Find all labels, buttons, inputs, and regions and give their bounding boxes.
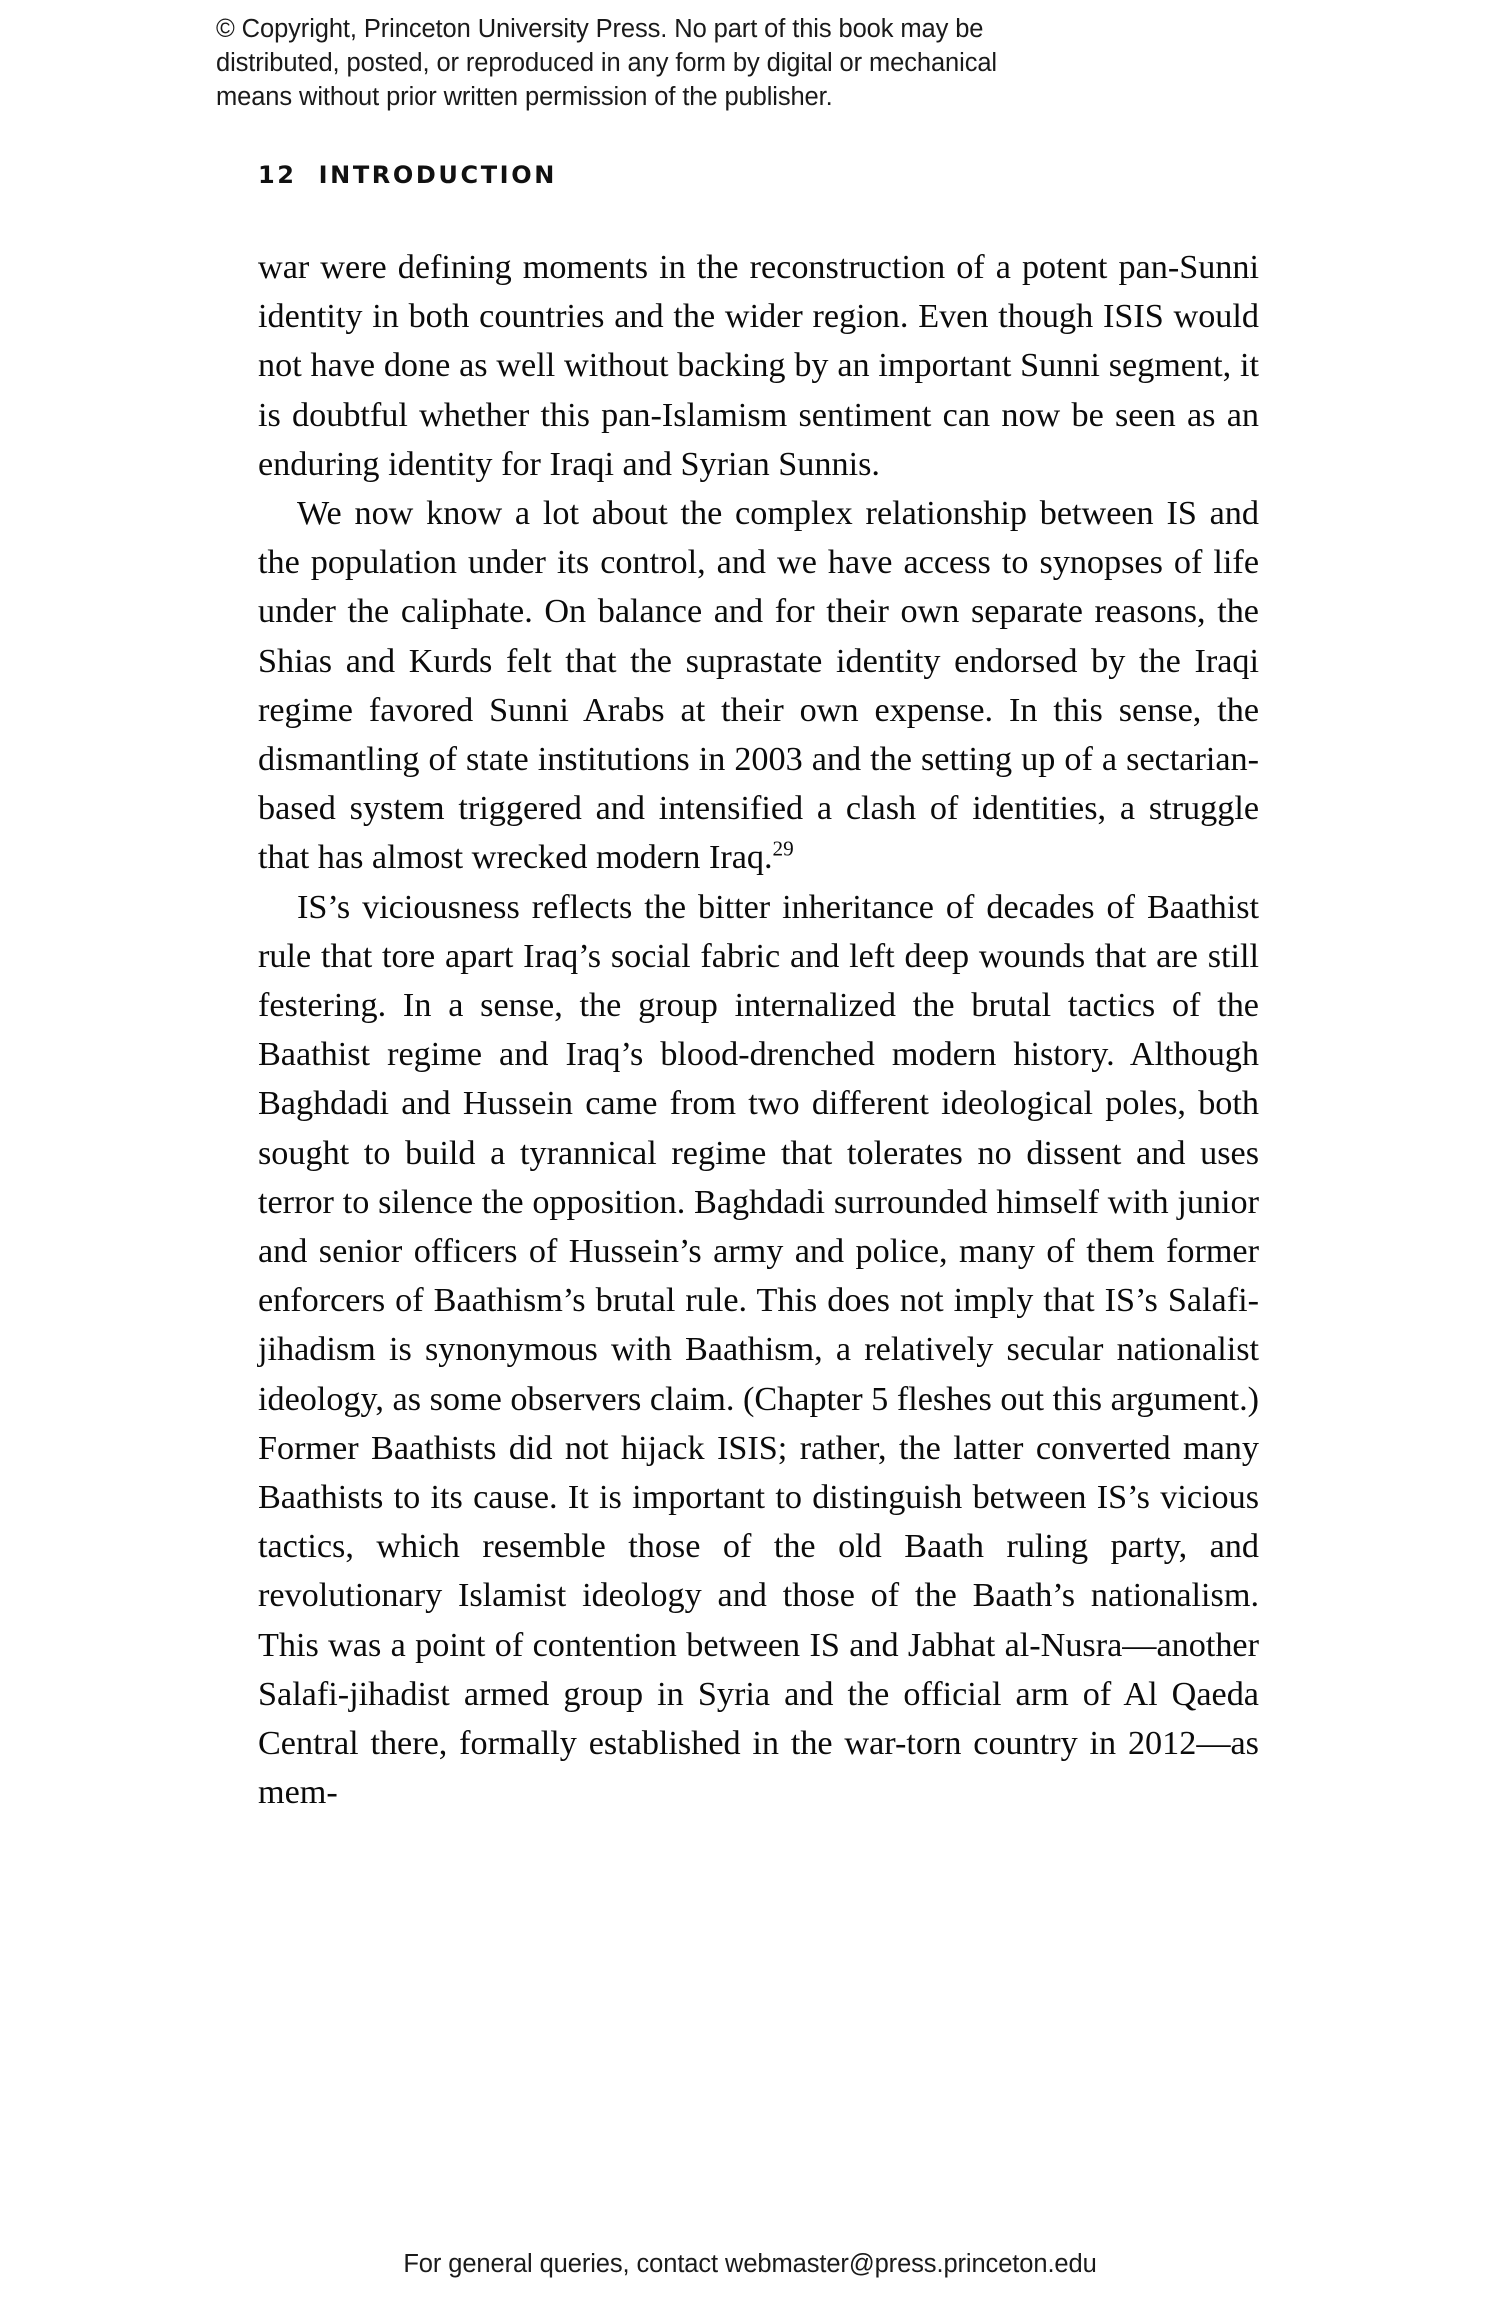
paragraph-2 (258, 489, 1259, 883)
page-number: 12 (258, 161, 297, 189)
body-text-column (258, 243, 1259, 1818)
paragraph-3: IS’s viciousness reflects the bitter inheritance of decades of Baathist rule that tore apart Iraq’s social fabric and left deep wounds that are still festering. In a sense, the group internalized the brutal tactics of the Baathist regime and Iraq’s blood-drenched modern history. Although Baghdadi and Hussein came from two different ideological poles, both sought to build a tyrannical regime that tolerates no dissent and uses terror to silence the opposition. Baghdadi surrounded himself with junior and senior officers of Hussein’s army and police, many of them former enforcers of Baathism’s brutal rule. This does not imply that IS’s Salafi-jihadism is synonymous with Baathism, a relatively secular nationalist ideology, as some observers claim. (Chapter 5 fleshes out this argument.) Former Baathists did not hijack ISIS; rather, the latter converted many Baathists to its cause. It is important to distinguish between IS’s vicious tactics, which resemble those of the old Baath ruling party, and revolutionary Islamist ideology and those of the Baath’s nationalism. This was a point of contention between IS and Jabhat al-Nusra—another Salafi-jihadist armed group in Syria and the official arm of Al Qaeda Central there, formally established in the war-torn country in 2012—as mem- (258, 888, 1259, 1812)
chapter-title: INTRODUCTION (318, 161, 557, 189)
copyright-line-3: means without prior written permission of the publisher. (216, 83, 833, 111)
paragraph-1: war were defining moments in the reconstruction of a potent pan-Sunni identity in both countries and the wider region. Even though ISIS would not have done as well without backing by an important Sunni segment, it is doubtful whether this pan-Islamism sentiment can now be seen as an enduring identity for Iraqi and Syrian Sunnis. (258, 249, 1259, 483)
copyright-line-1: © Copyright, Princeton University Press. No part of this book may be (216, 15, 984, 43)
paragraph-2-text: We now know a lot about the complex relationship between IS and the population under its control, and we have access to synopses of life under the caliphate. On balance and for their own separate reasons, the Shias and Kurds felt that the suprastate identity endorsed by the Iraqi regime favored Sunni Arabs at their own expense. In this sense, the dismantling of state institutions in 2003 and the setting up of a sectarian-based system triggered and intensified a clash of identities, a struggle that has almost wrecked modern Iraq. (258, 495, 1259, 877)
page-footer (0, 2248, 1500, 2280)
copyright-line-2: distributed, posted, or reproduced in any form by digital or mechanical (216, 49, 997, 77)
footnote-marker-29: 29 (772, 837, 794, 862)
copyright-notice (216, 12, 1226, 114)
footer-text: For general queries, contact webmaster@press.princeton.edu (403, 2250, 1097, 2278)
running-head (258, 161, 557, 189)
